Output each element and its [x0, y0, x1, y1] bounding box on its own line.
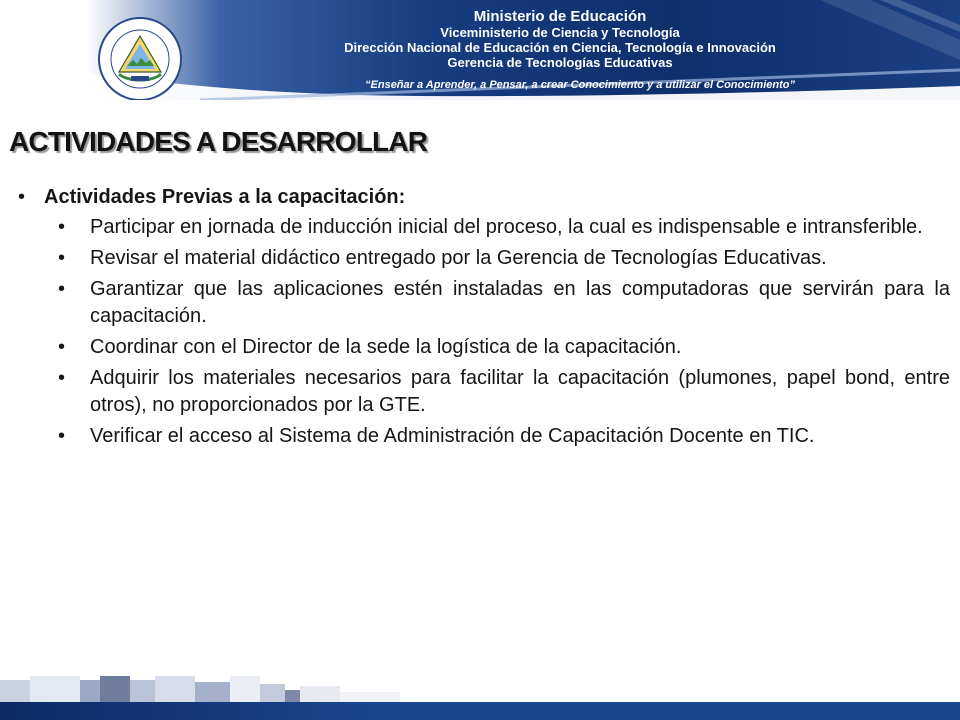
list-item-text: Participar en jornada de inducción inicial del proceso, la cual es indispensable e intransferible.: [90, 216, 923, 238]
list-item-text: Verificar el acceso al Sistema de Administración de Capacitación Docente en TIC.: [90, 425, 815, 447]
activity-list: [58, 214, 950, 450]
list-item: [58, 365, 950, 419]
bullet-icon: •: [58, 216, 66, 238]
list-item-text: Revisar el material didáctico entregado por la Gerencia de Tecnologías Educativas.: [90, 247, 827, 269]
header-text-block: [300, 8, 820, 92]
footer-square-pattern: [0, 676, 960, 702]
header-motto: “Enseñar a Aprender, a Pensar, a crear Conocimiento y a utilizar el Conocimiento”: [365, 79, 795, 91]
bullet-icon: •: [58, 336, 66, 358]
header-banner: [0, 0, 960, 100]
slide-title: ACTIVIDADES A DESARROLLAR: [9, 126, 428, 157]
list-item: [58, 214, 950, 241]
list-item: [58, 334, 950, 361]
el-salvador-seal-icon: [97, 16, 183, 100]
section-heading: Actividades Previas a la capacitación:: [44, 186, 406, 208]
section-heading-row: [18, 184, 950, 211]
bullet-icon: •: [58, 247, 66, 269]
list-item: [58, 245, 950, 272]
vice-ministry-name: Viceministerio de Ciencia y Tecnología: [440, 25, 680, 40]
bullet-icon: •: [58, 425, 66, 447]
ministry-name: Ministerio de Educación: [473, 8, 647, 25]
slide-content: [18, 184, 950, 454]
direction-name: Dirección Nacional de Educación en Ciencia, Tecnología e Innovación: [344, 40, 776, 55]
footer-bar: [0, 702, 960, 720]
management-name: Gerencia de Tecnologías Educativas: [447, 55, 673, 70]
list-item-text: Coordinar con el Director de la sede la logística de la capacitación.: [90, 336, 682, 358]
list-item-text: Garantizar que las aplicaciones estén instaladas en las computadoras que servirán para la capacitación.: [90, 278, 950, 327]
list-item-text: Adquirir los materiales necesarios para facilitar la capacitación (plumones, papel bond, entre otros), no proporcionados por la GTE.: [90, 367, 950, 416]
list-item: [58, 423, 950, 450]
bullet-icon: •: [58, 367, 66, 389]
bullet-icon: •: [18, 186, 26, 208]
bullet-icon: •: [58, 278, 66, 300]
list-item: [58, 276, 950, 330]
